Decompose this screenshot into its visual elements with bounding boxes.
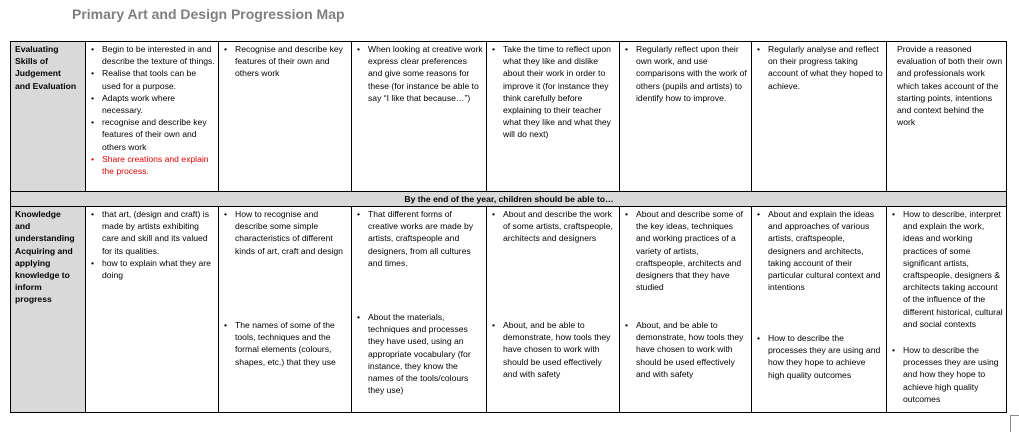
row-heading-knowledge: Knowledge and understanding Acquiring and applying knowledge to inform progress xyxy=(11,207,86,413)
table-cell xyxy=(352,207,487,413)
list-item: • About and describe some of the key ideas, techniques and working practices of a variety of artists, craftspeople, architects and designers that they have studied xyxy=(624,208,748,293)
list-item-highlighted: • Share creations and explain the process. xyxy=(90,153,215,177)
list-item: • About and describe the work of some artists, craftspeople, architects and designers xyxy=(491,208,616,245)
page-corner-mark xyxy=(1010,415,1019,432)
list-item: • Realise that tools can be used for a purpose. xyxy=(90,67,215,91)
table-row-knowledge xyxy=(11,207,1007,413)
list-item: • About and explain the ideas and approaches of various artists, craftspeople, designers and architects, taking account of their particular cultural context and intentions xyxy=(756,208,883,293)
list-item: • How to describe, interpret and explain the work, ideas and working practices of some significant artists, craftspeople, designers & architects taking account of the influence of the different historical, cultural and social contexts xyxy=(891,208,1003,330)
separator-heading: By the end of the year, children should be able to… xyxy=(11,192,1007,207)
table-cell xyxy=(86,42,219,192)
table-row-evaluating xyxy=(11,42,1007,192)
table-cell xyxy=(487,42,620,192)
list-item: • Take the time to reflect upon what they like and dislike about their work in order to improve it (for instance they think carefully before explaining to their teacher what they like and what they will do next) xyxy=(491,43,616,141)
table-cell xyxy=(752,42,887,192)
list-item: • Recognise and describe key features of their own and others work xyxy=(223,43,348,80)
list-item: • Adapts work where necessary. xyxy=(90,92,215,116)
list-item: • About, and be able to demonstrate, how tools they have chosen to work with should be used effectively and with safety xyxy=(491,319,616,380)
bullet-list xyxy=(90,43,215,177)
table-cell xyxy=(86,207,219,413)
list-item: • that art, (design and craft) is made by artists exhibiting care and skill and its valued for its qualities. xyxy=(90,208,215,257)
progression-table xyxy=(10,41,1007,413)
table-cell xyxy=(752,207,887,413)
table-cell xyxy=(219,42,352,192)
cell-text: Provide a reasoned evaluation of both their own and professionals work which takes account of the starting points, intentions and context behind the work xyxy=(897,44,1003,128)
list-item: • That different forms of creative works are made by artists, craftspeople and designers, from all cultures and times. xyxy=(356,208,483,269)
row-heading-evaluating: Evaluating Skills of Judgement and Evaluation xyxy=(11,42,86,192)
list-item: • Begin to be interested in and describe the texture of things. xyxy=(90,43,215,67)
list-item: • how to explain what they are doing xyxy=(90,257,215,281)
table-cell xyxy=(887,42,1007,192)
list-item: • Regularly analyse and reflect on their progress taking account of what they hoped to achieve. xyxy=(756,43,883,92)
list-item: • When looking at creative work express clear preferences and give some reasons for these (for instance be able to say “I like that because…”) xyxy=(356,43,483,104)
table-cell xyxy=(219,207,352,413)
list-item: • About the materials, techniques and processes they have used, using an appropriate vocabulary (for instance, they know the names of the tools/colours they use) xyxy=(356,311,483,396)
list-item: • Regularly reflect upon their own work, and use comparisons with the work of others (pupils and artists) to identify how to improve. xyxy=(624,43,748,104)
list-item: • The names of some of the tools, techniques and the formal elements (colours, shapes, etc.) that they use xyxy=(223,319,348,368)
list-item: • How to describe the processes they are using and how they hope to achieve high quality outcomes xyxy=(891,344,1003,405)
list-item: • About, and be able to demonstrate, how tools they have chosen to work with should be used effectively and with safety xyxy=(624,319,748,380)
table-row-separator xyxy=(11,192,1007,207)
table-cell xyxy=(620,207,752,413)
table-cell xyxy=(620,42,752,192)
document-title: Primary Art and Design Progression Map xyxy=(72,6,345,22)
list-item: • recognise and describe key features of their own and others work xyxy=(90,116,215,153)
list-item: • How to describe the processes they are using and how they hope to achieve high quality outcomes xyxy=(756,332,883,381)
table-cell xyxy=(887,207,1007,413)
list-item: • How to recognise and describe some simple characteristics of different kinds of art, craft and design xyxy=(223,208,348,257)
table-cell xyxy=(487,207,620,413)
table-cell xyxy=(352,42,487,192)
